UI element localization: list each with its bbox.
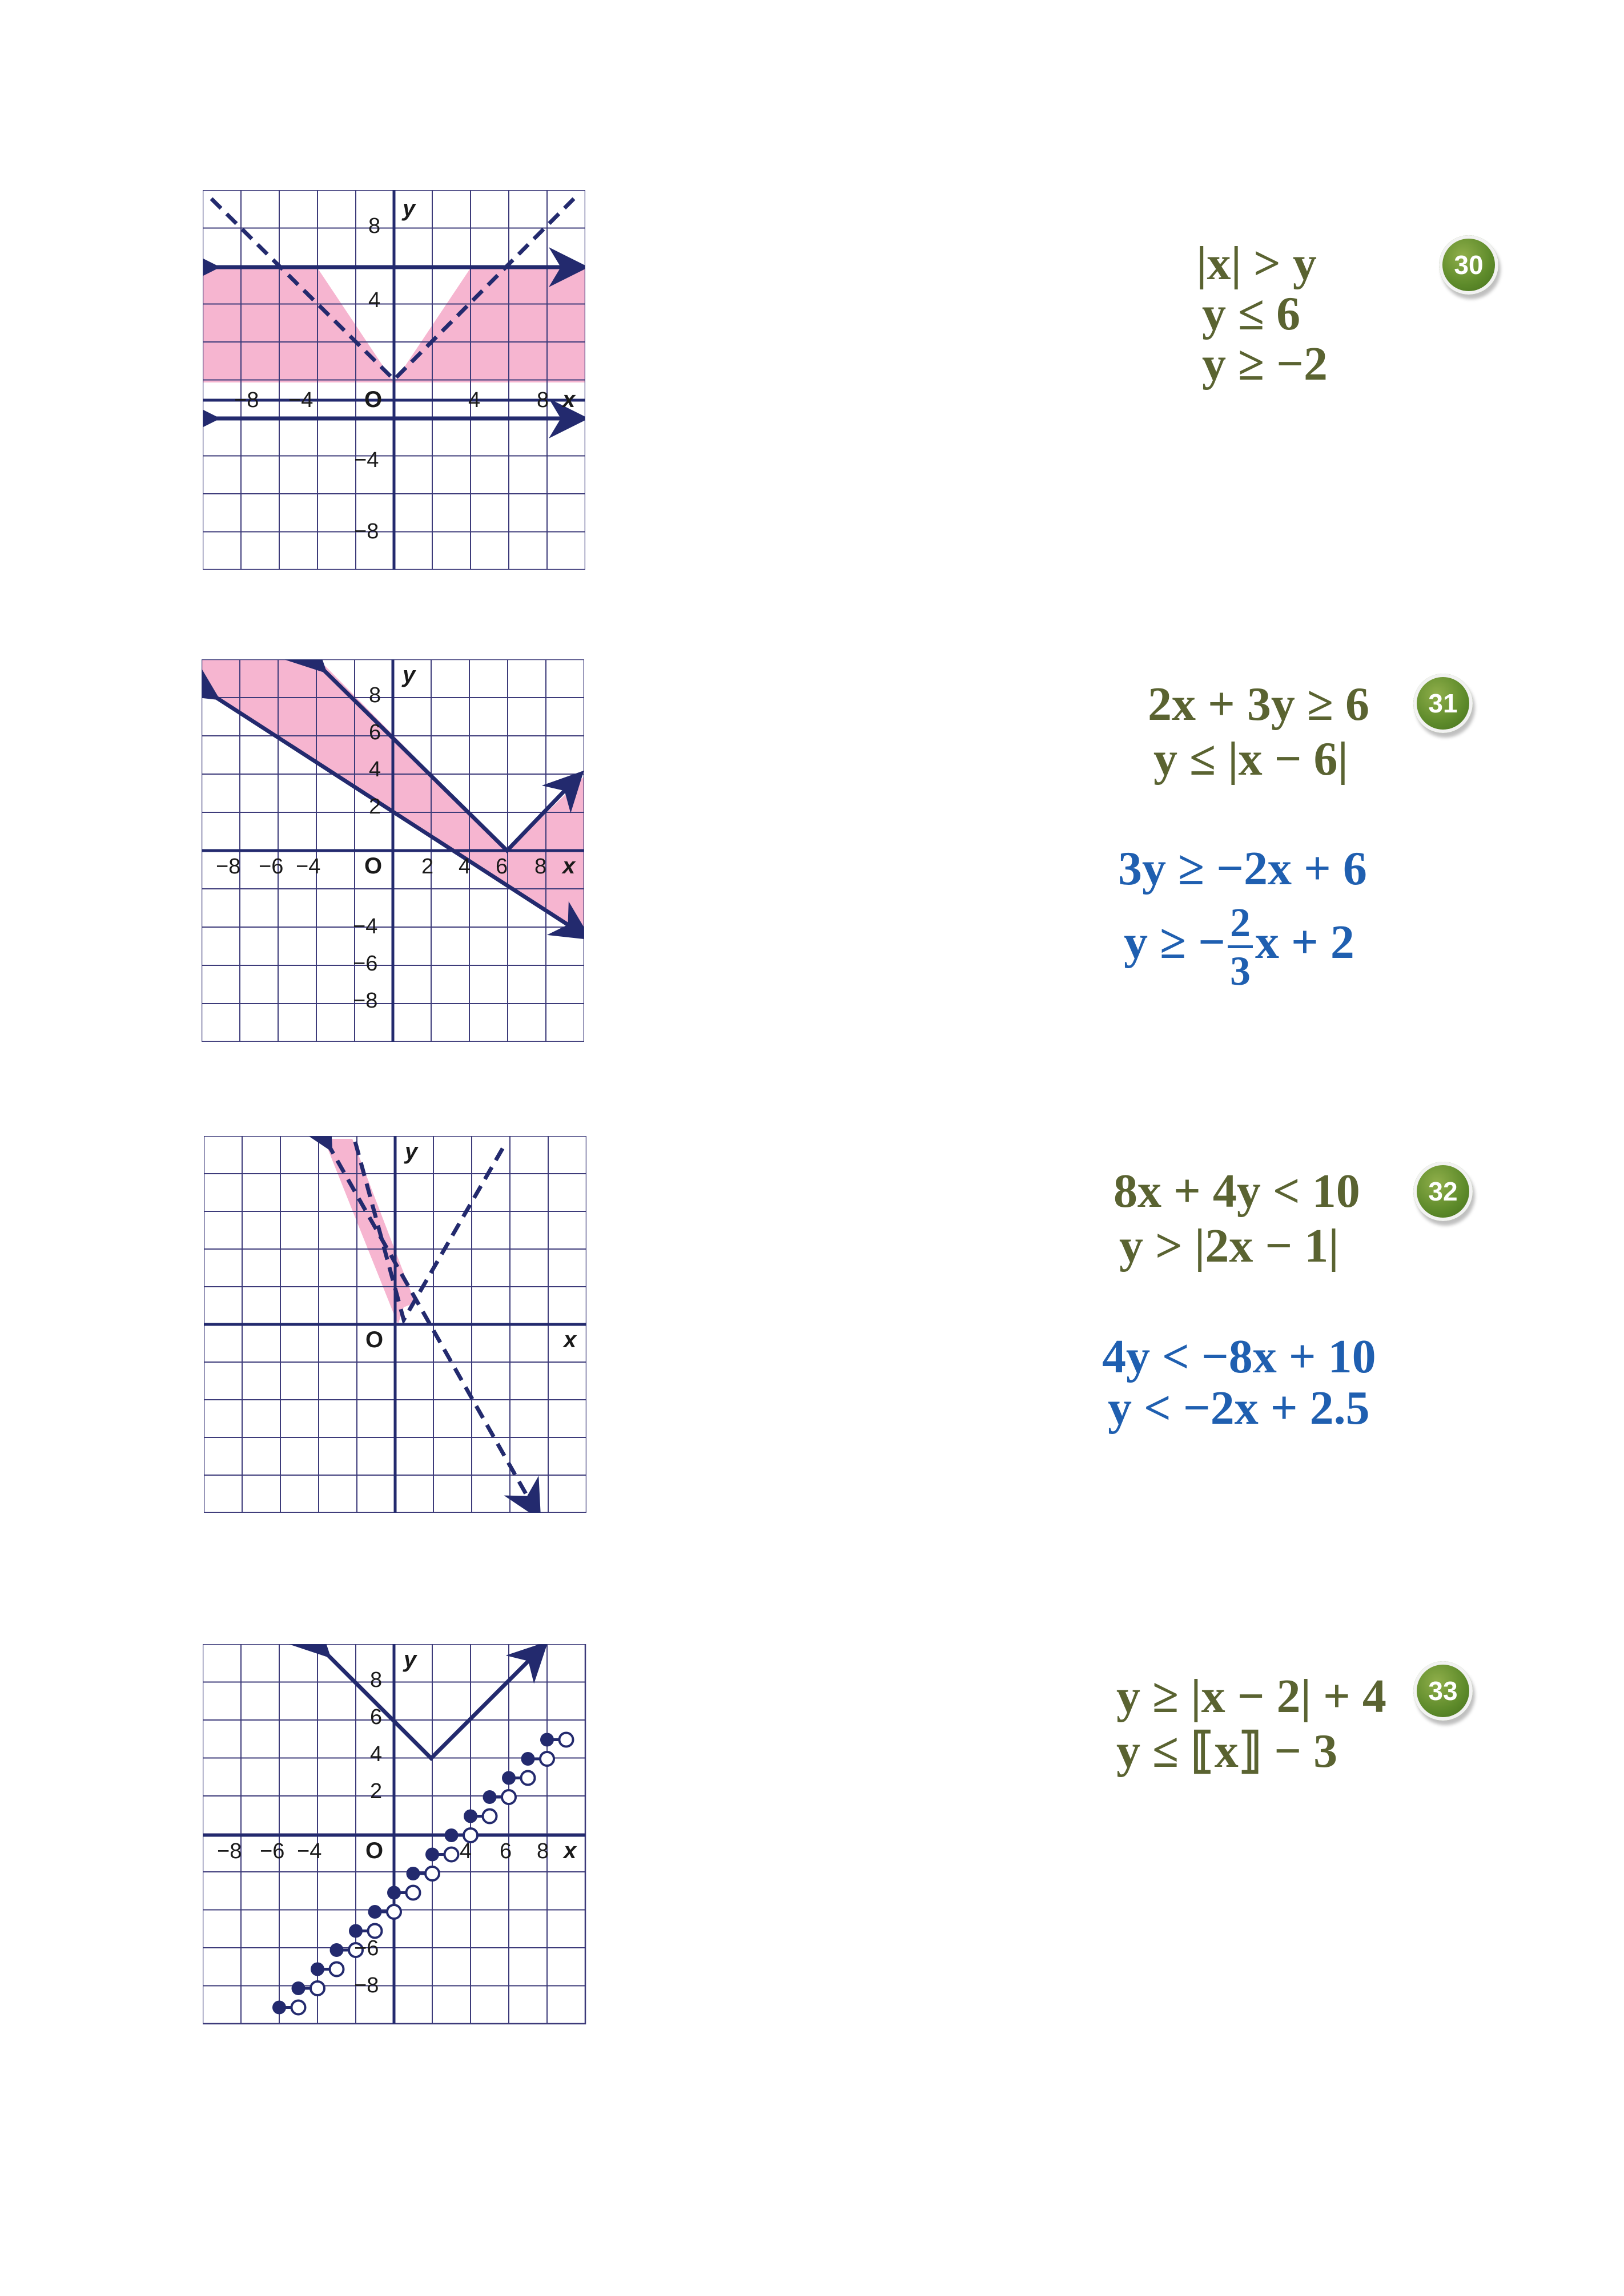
open-endpoint — [483, 1810, 497, 1823]
y-tick: 6 — [369, 720, 381, 744]
x-tick: 4 — [460, 1839, 472, 1863]
open-endpoint — [292, 2001, 305, 2015]
x-axis-label: x — [564, 1838, 577, 1863]
closed-endpoint — [425, 1848, 439, 1862]
problem-number-badge-31: 31 — [1413, 674, 1473, 733]
open-endpoint — [560, 1733, 573, 1747]
inequality: y ≥ |x − 2| + 4 — [1116, 1670, 1386, 1723]
y-tick: −8 — [354, 519, 379, 543]
boundary-abs-2x-1 — [355, 1142, 507, 1320]
x-tick: −4 — [297, 1839, 322, 1863]
fraction-prefix: y ≥ − — [1124, 915, 1225, 969]
closed-endpoint — [330, 1943, 344, 1957]
x-tick: −8 — [217, 1839, 242, 1863]
closed-endpoint — [349, 1924, 363, 1938]
y-tick: −8 — [354, 1973, 379, 1997]
open-endpoint — [425, 1867, 439, 1880]
open-endpoint — [311, 1981, 324, 1995]
y-tick: −6 — [354, 1936, 379, 1960]
x-tick: 2 — [421, 855, 434, 879]
x-tick: −4 — [288, 388, 313, 412]
problem-number-badge-30: 30 — [1439, 235, 1498, 295]
graph-problem-32 — [204, 1136, 586, 1513]
closed-endpoint — [464, 1810, 477, 1823]
closed-endpoint — [540, 1733, 554, 1747]
problem-number-badge-33: 33 — [1413, 1661, 1473, 1721]
open-endpoint — [330, 1963, 344, 1976]
y-tick: 2 — [369, 795, 381, 819]
y-tick: −4 — [353, 915, 378, 938]
open-endpoint — [387, 1905, 401, 1919]
open-endpoint — [445, 1848, 459, 1862]
open-endpoint — [521, 1771, 535, 1785]
inequality: y ≥ −2 — [1202, 337, 1328, 390]
inequality: 2x + 3y ≥ 6 — [1148, 678, 1369, 731]
closed-endpoint — [407, 1867, 420, 1880]
y-tick: 8 — [368, 214, 381, 238]
graph-problem-30 — [203, 190, 585, 570]
x-tick: 4 — [459, 855, 471, 879]
x-tick: −8 — [234, 388, 259, 412]
y-axis-label: y — [404, 1647, 417, 1672]
problem-number-badge-32: 32 — [1413, 1162, 1473, 1221]
x-tick: 8 — [537, 388, 549, 412]
fraction — [1228, 902, 1253, 992]
graph-problem-33 — [203, 1644, 602, 2032]
inequality: 8x + 4y < 10 — [1114, 1165, 1360, 1218]
fraction-denominator: 3 — [1229, 948, 1251, 994]
closed-endpoint — [387, 1886, 401, 1900]
x-tick: 8 — [534, 855, 547, 879]
x-axis-label: x — [562, 387, 576, 412]
closed-endpoint — [292, 1981, 305, 1995]
y-tick: 6 — [370, 1705, 383, 1729]
y-tick: 8 — [369, 683, 381, 707]
x-tick: −6 — [259, 855, 284, 879]
x-tick: 4 — [468, 388, 481, 412]
fraction-suffix: x + 2 — [1255, 915, 1354, 969]
x-axis-label: x — [564, 1327, 577, 1352]
open-endpoint — [368, 1924, 382, 1938]
origin-label: O — [364, 387, 383, 412]
x-axis-label: x — [562, 853, 576, 879]
open-endpoint — [540, 1752, 554, 1766]
closed-endpoint — [521, 1752, 535, 1766]
x-tick: 6 — [500, 1839, 512, 1863]
closed-endpoint — [311, 1963, 324, 1976]
y-tick: 2 — [370, 1779, 383, 1803]
open-endpoint — [502, 1790, 516, 1804]
y-tick: 4 — [370, 1742, 383, 1766]
y-axis-label: y — [403, 662, 416, 687]
y-tick: 4 — [368, 288, 381, 312]
work-step-fraction — [1124, 902, 1354, 992]
inequality: y ≤ 6 — [1202, 287, 1301, 340]
work-step: 4y < −8x + 10 — [1102, 1330, 1376, 1383]
fraction-numerator: 2 — [1228, 902, 1253, 948]
open-endpoint — [407, 1886, 420, 1900]
inequality: y ≤ ⟦x⟧ − 3 — [1116, 1725, 1338, 1778]
closed-endpoint — [368, 1905, 382, 1919]
y-tick: 4 — [369, 758, 381, 782]
inequality: y > |2x − 1| — [1119, 1219, 1339, 1272]
work-step: y < −2x + 2.5 — [1108, 1381, 1370, 1435]
x-tick: −4 — [296, 855, 321, 879]
graph-problem-31 — [202, 659, 584, 1042]
closed-endpoint — [272, 2001, 286, 2015]
closed-endpoint — [445, 1828, 459, 1842]
x-tick: −6 — [260, 1839, 285, 1863]
closed-endpoint — [483, 1790, 497, 1804]
origin-label: O — [365, 1838, 384, 1863]
work-step: 3y ≥ −2x + 6 — [1118, 842, 1367, 895]
x-tick: −8 — [216, 855, 241, 879]
closed-endpoint — [502, 1771, 516, 1785]
y-tick: −4 — [354, 448, 379, 472]
x-tick: 6 — [496, 855, 508, 879]
origin-label: O — [365, 1327, 384, 1352]
y-axis-label: y — [405, 1139, 418, 1164]
origin-label: O — [364, 853, 383, 879]
y-tick: −8 — [353, 989, 378, 1013]
shaded-region — [324, 1139, 415, 1324]
x-tick: 8 — [537, 1839, 549, 1863]
inequality: y ≤ |x − 6| — [1153, 732, 1348, 786]
y-axis-label: y — [403, 196, 416, 221]
inequality: |x| > y — [1196, 237, 1317, 290]
y-tick: 8 — [370, 1668, 383, 1692]
y-tick: −6 — [353, 952, 378, 976]
